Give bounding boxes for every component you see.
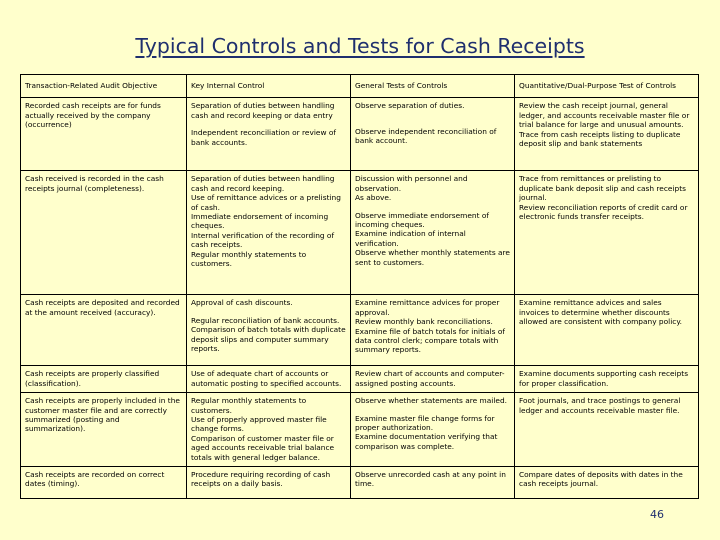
quantitative-tests-cell xyxy=(515,366,699,393)
cell-text-line xyxy=(355,203,510,211)
table-row xyxy=(21,366,699,393)
key-control-cell xyxy=(187,466,351,498)
cell-text-line: Cash receipts are recorded on correct dates (timing). xyxy=(25,469,165,489)
key-control-cell xyxy=(187,98,351,171)
cell-text-line xyxy=(355,406,510,414)
cell-text-line: Examine documentation verifying that comparison was complete. xyxy=(355,432,498,451)
cell-text-line: Immediate endorsement of incoming cheques. xyxy=(191,211,329,231)
table-row xyxy=(21,98,699,171)
cell-text-line: Trace from cash receipts listing to duplicate deposit slip and bank statements xyxy=(519,129,681,148)
general-tests-cell xyxy=(351,171,515,295)
key-control-cell xyxy=(187,171,351,295)
table-row xyxy=(21,295,699,366)
cell-text-line: Cash received is recorded in the cash receipts journal (completeness). xyxy=(25,174,164,193)
cell-text-line xyxy=(355,111,510,119)
cell-text-line: Comparison of batch totals with duplicate deposit slips and computer summary reports. xyxy=(191,325,346,353)
cell-text-line: Foot journals, and trace postings to general ledger and accounts receivable master file. xyxy=(519,396,681,415)
cell-text-line: Trace from remittances or prelisting to duplicate bank deposit slip and cash receipts journal. xyxy=(519,174,686,203)
cell-text-line xyxy=(191,120,346,128)
cell-text-line: Observe whether statements are mailed. xyxy=(355,396,507,406)
cell-text-line: Examine indication of internal verification. xyxy=(355,229,466,248)
cell-text-line: Review monthly bank reconciliations. xyxy=(355,317,493,327)
table-row xyxy=(21,171,699,295)
objective-cell xyxy=(21,366,187,393)
general-tests-cell xyxy=(351,466,515,498)
general-tests-cell xyxy=(351,295,515,366)
cell-text-line: As above. xyxy=(355,193,392,203)
slide-title: Typical Controls and Tests for Cash Receipts xyxy=(135,34,585,58)
controls-table xyxy=(20,74,699,499)
objective-cell xyxy=(21,466,187,498)
cell-text-line: Approval of cash discounts. xyxy=(191,298,293,308)
general-tests-cell xyxy=(351,393,515,467)
cell-text-line: Examine remittance advices and sales invoices to determine whether discounts allowed are consistent with company policy. xyxy=(519,298,682,327)
objective-cell xyxy=(21,98,187,171)
header-key-control: Key Internal Control xyxy=(187,75,351,98)
table-row xyxy=(21,466,699,498)
quantitative-tests-cell xyxy=(515,466,699,498)
cell-text-line: Use of properly approved master file change forms. xyxy=(191,414,327,434)
key-control-cell xyxy=(187,393,351,467)
cell-text-line: Separation of duties between handling cash and record keeping or data entry xyxy=(191,101,335,120)
quantitative-tests-cell xyxy=(515,393,699,467)
table-row xyxy=(21,393,699,467)
objective-cell xyxy=(21,295,187,366)
page-number: 46 xyxy=(650,508,664,521)
cell-text-line: Examine master file change forms for proper authorization. xyxy=(355,413,495,432)
cell-text-line: Internal verification of the recording of cash receipts. xyxy=(191,230,335,250)
cell-text-line: Observe separation of duties. xyxy=(355,101,465,111)
objective-cell xyxy=(21,171,187,295)
key-control-cell xyxy=(187,366,351,393)
quantitative-tests-cell xyxy=(515,98,699,171)
cell-text-line: Cash receipts are deposited and recorded at the amount received (accuracy). xyxy=(25,298,180,317)
cell-text-line: Procedure requiring recording of cash receipts on a daily basis. xyxy=(191,469,331,489)
cell-text-line: Review reconciliation reports of credit card or electronic funds transfer receipts. xyxy=(519,202,688,221)
general-tests-cell xyxy=(351,366,515,393)
general-tests-cell xyxy=(351,98,515,171)
cell-text-line xyxy=(355,119,510,127)
cell-text-line: Regular monthly statements to customers. xyxy=(191,396,307,415)
table-header-row xyxy=(21,75,699,98)
cell-text-line: Regular monthly statements to customers. xyxy=(191,249,307,268)
cell-text-line: Review the cash receipt journal, general ledger, and accounts receivable master file or trial balance for large and unusual amounts. xyxy=(519,101,690,130)
cell-text-line: Examine remittance advices for proper approval. xyxy=(355,298,500,317)
cell-text-line: Review chart of accounts and computer-assigned posting accounts. xyxy=(355,369,505,388)
quantitative-tests-cell xyxy=(515,295,699,366)
cell-text-line: Regular reconciliation of bank accounts. xyxy=(191,315,340,325)
key-control-cell xyxy=(187,295,351,366)
cell-text-line: Observe independent reconciliation of bank account. xyxy=(355,126,497,146)
cell-text-line: Cash receipts are properly included in the customer master file and are correctly summarized (posting and summarization). xyxy=(25,396,180,434)
cell-text-line: Comparison of customer master file or aged accounts receivable trial balance totals with general ledger balance. xyxy=(191,433,335,462)
cell-text-line: Cash receipts are properly classified (classification). xyxy=(25,369,160,388)
cell-text-line: Recorded cash receipts are for funds actually received by the company (occurrence) xyxy=(25,101,161,130)
cell-text-line: Discussion with personnel and observation. xyxy=(355,174,468,193)
quantitative-tests-cell xyxy=(515,171,699,295)
header-objective: Transaction-Related Audit Objective xyxy=(21,75,187,98)
cell-text-line: Separation of duties between handling cash and record keeping. xyxy=(191,174,335,193)
cell-text-line: Compare dates of deposits with dates in the cash receipts journal. xyxy=(519,469,683,489)
cell-text-line: Use of adequate chart of accounts or automatic posting to specified accounts. xyxy=(191,369,342,388)
cell-text-line: Observe unrecorded cash at any point in time. xyxy=(355,469,506,489)
cell-text-line: Observe immediate endorsement of incoming cheques. xyxy=(355,210,489,229)
cell-text-line: Examine documents supporting cash receipts for proper classification. xyxy=(519,369,689,388)
header-quantitative-tests: Quantitative/Dual-Purpose Test of Controls xyxy=(515,75,699,98)
header-general-tests: General Tests of Controls xyxy=(351,75,515,98)
objective-cell xyxy=(21,393,187,467)
cell-text-line: Examine file of batch totals for initials of data control clerk; compare totals with summary reports. xyxy=(355,326,505,355)
cell-text-line: Observe whether monthly statements are sent to customers. xyxy=(355,248,510,267)
cell-text-line: Use of remittance advices or a prelisting of cash. xyxy=(191,193,341,212)
cell-text-line: Independent reconciliation or review of bank accounts. xyxy=(191,128,336,147)
cell-text-line xyxy=(191,308,346,316)
